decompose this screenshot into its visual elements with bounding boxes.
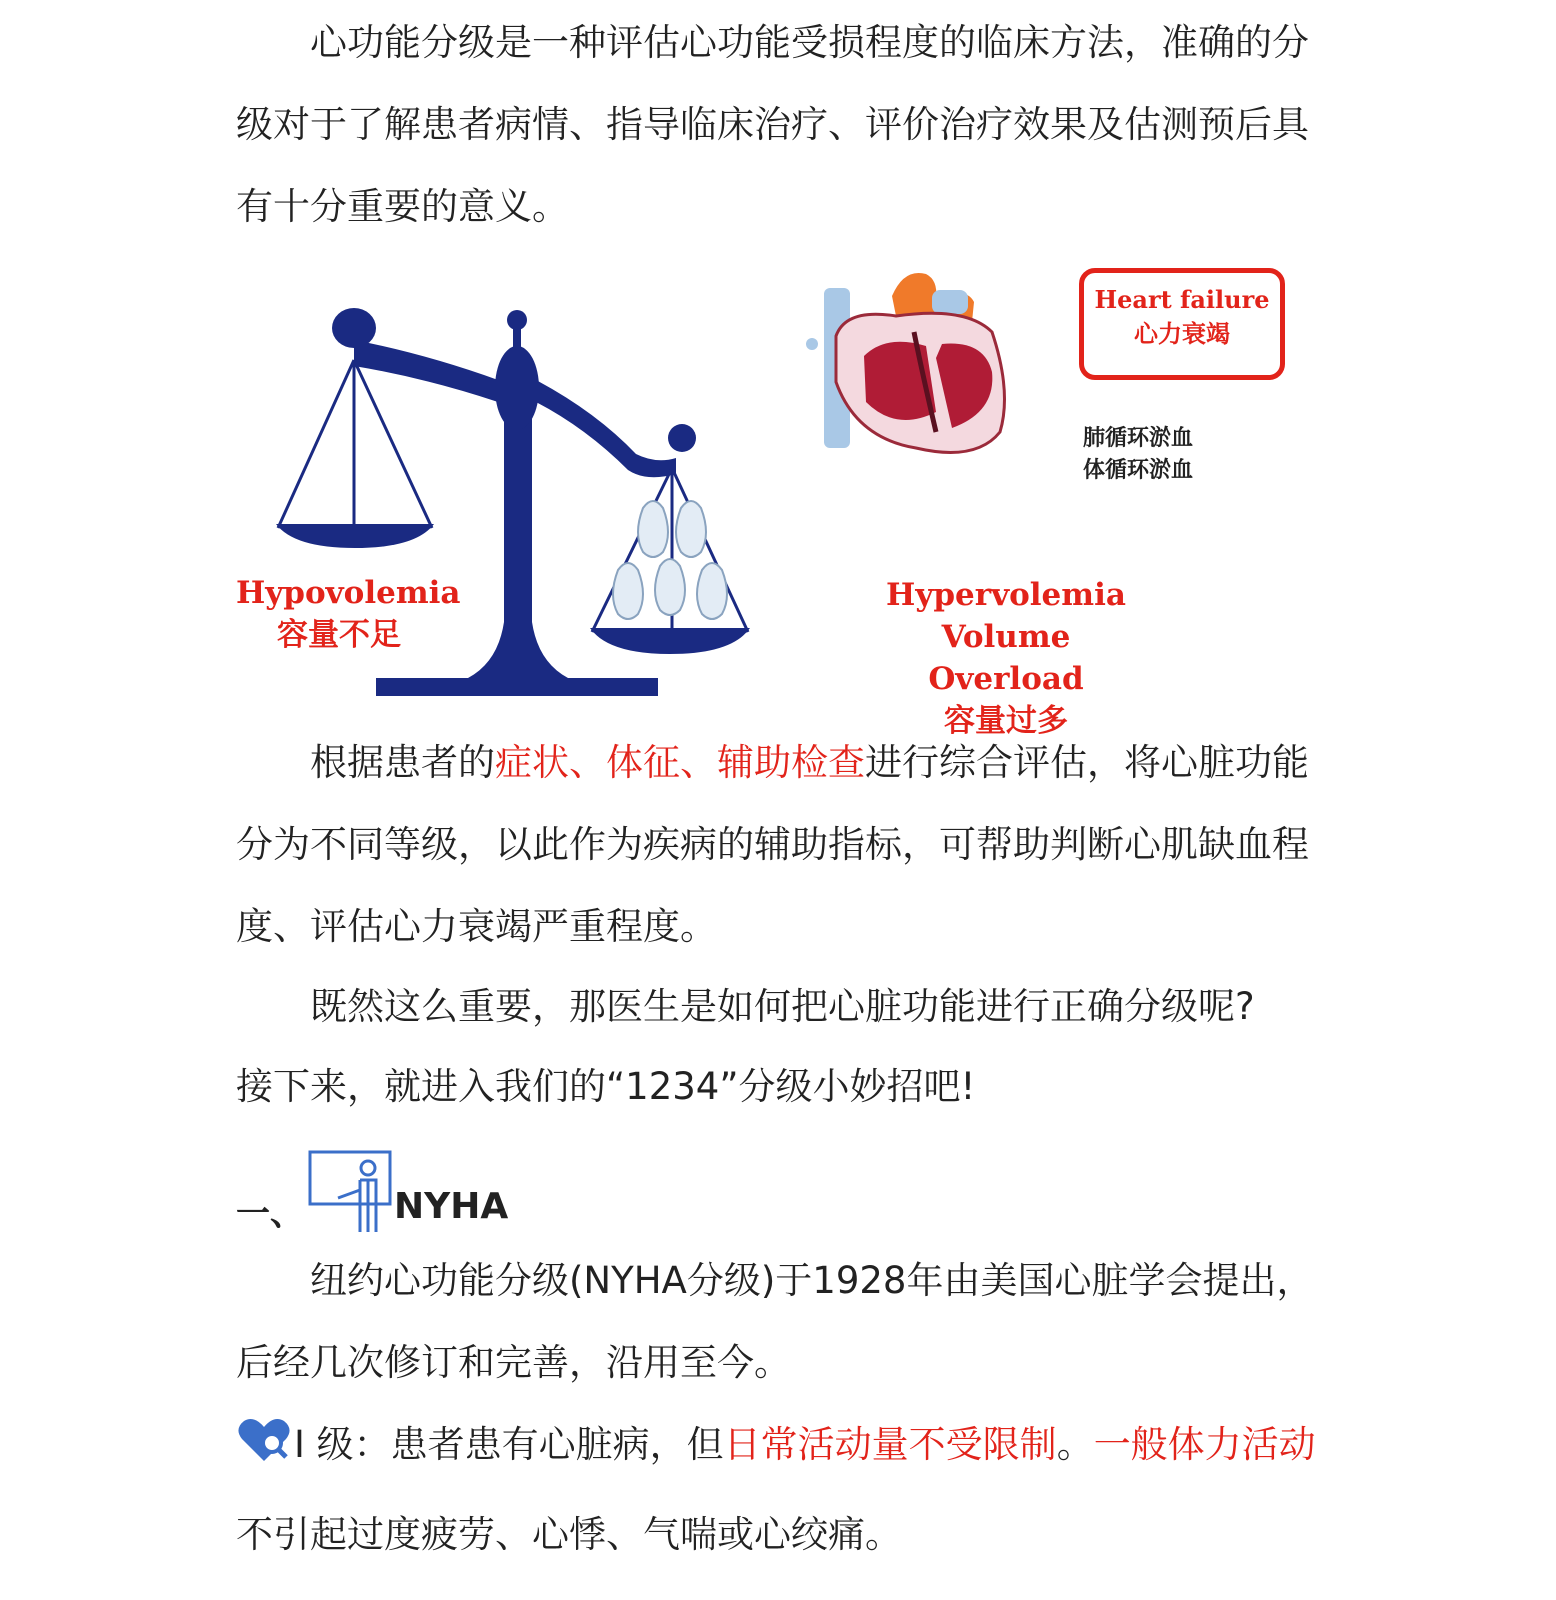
para2-post: 进行综合评估，将心脏功能分为不同等级，以此作为疾病的辅助指标，可帮助判断心肌缺血程度、评估心力衰竭严重程度。 [236,741,1309,948]
question-paragraph [236,966,1321,1048]
assessment-paragraph [236,722,1321,968]
hypervolemia-label [826,574,1186,742]
section-heading-nyha [236,1150,836,1240]
section-title: NYHA [394,1186,509,1227]
heart-failure-en: Heart failure [1094,285,1270,314]
heart-icon [806,273,1005,453]
circulation-labels [1083,422,1193,486]
hypervolemia-en-line2: Overload [928,661,1084,697]
intro-text: 心功能分级是一种评估心功能受损程度的临床方法，准确的分级对于了解患者病情、指导临床治疗、评价治疗效果及估测预后具有十分重要的意义。 [236,21,1309,228]
grade1-pre: I 级：患者患有心脏病，但 [294,1423,724,1466]
grade1-highlight-1: 日常活动量不受限制 [723,1423,1057,1466]
hypovolemia-label [236,572,461,656]
next-paragraph [236,1046,1321,1128]
presenter-icon [308,1150,392,1238]
grade1-mid: 。 [1056,1423,1094,1466]
para2-highlight: 症状、体征、辅助检查 [495,741,865,784]
nyha-intro-paragraph [236,1240,1321,1404]
para2-pre: 根据患者的 [310,741,495,784]
para4-text: 接下来，就进入我们的“1234”分级小妙招吧! [236,1065,976,1108]
section-number: 一、 [236,1194,304,1234]
volume-balance-figure [236,262,1321,739]
hypervolemia-en-line1: Hypervolemia Volume [886,577,1126,655]
intro-paragraph [236,2,1321,248]
heart-search-icon [236,1412,292,1494]
heart-failure-box [1079,268,1285,380]
para3-text: 既然这么重要，那医生是如何把心脏功能进行正确分级呢? [310,985,1255,1028]
grade1-highlight-2: 一般体力活动 [1093,1423,1316,1466]
grade1-post: 不引起过度疲劳、心悸、气喘或心绞痛。 [236,1513,902,1556]
grade-1-paragraph [236,1404,1321,1576]
systemic-congestion-label: 体循环淤血 [1083,457,1194,483]
pulmonary-congestion-label: 肺循环淤血 [1083,425,1194,451]
para5-text: 纽约心功能分级(NYHA分级)于1928年由美国心脏学会提出，后经几次修订和完善，沿用至今。 [236,1259,1314,1384]
hypovolemia-cn: 容量不足 [277,617,401,653]
hypervolemia-cn: 容量过多 [944,703,1068,739]
heart-failure-cn: 心力衰竭 [1134,319,1230,348]
hypovolemia-en: Hypovolemia [236,575,461,611]
